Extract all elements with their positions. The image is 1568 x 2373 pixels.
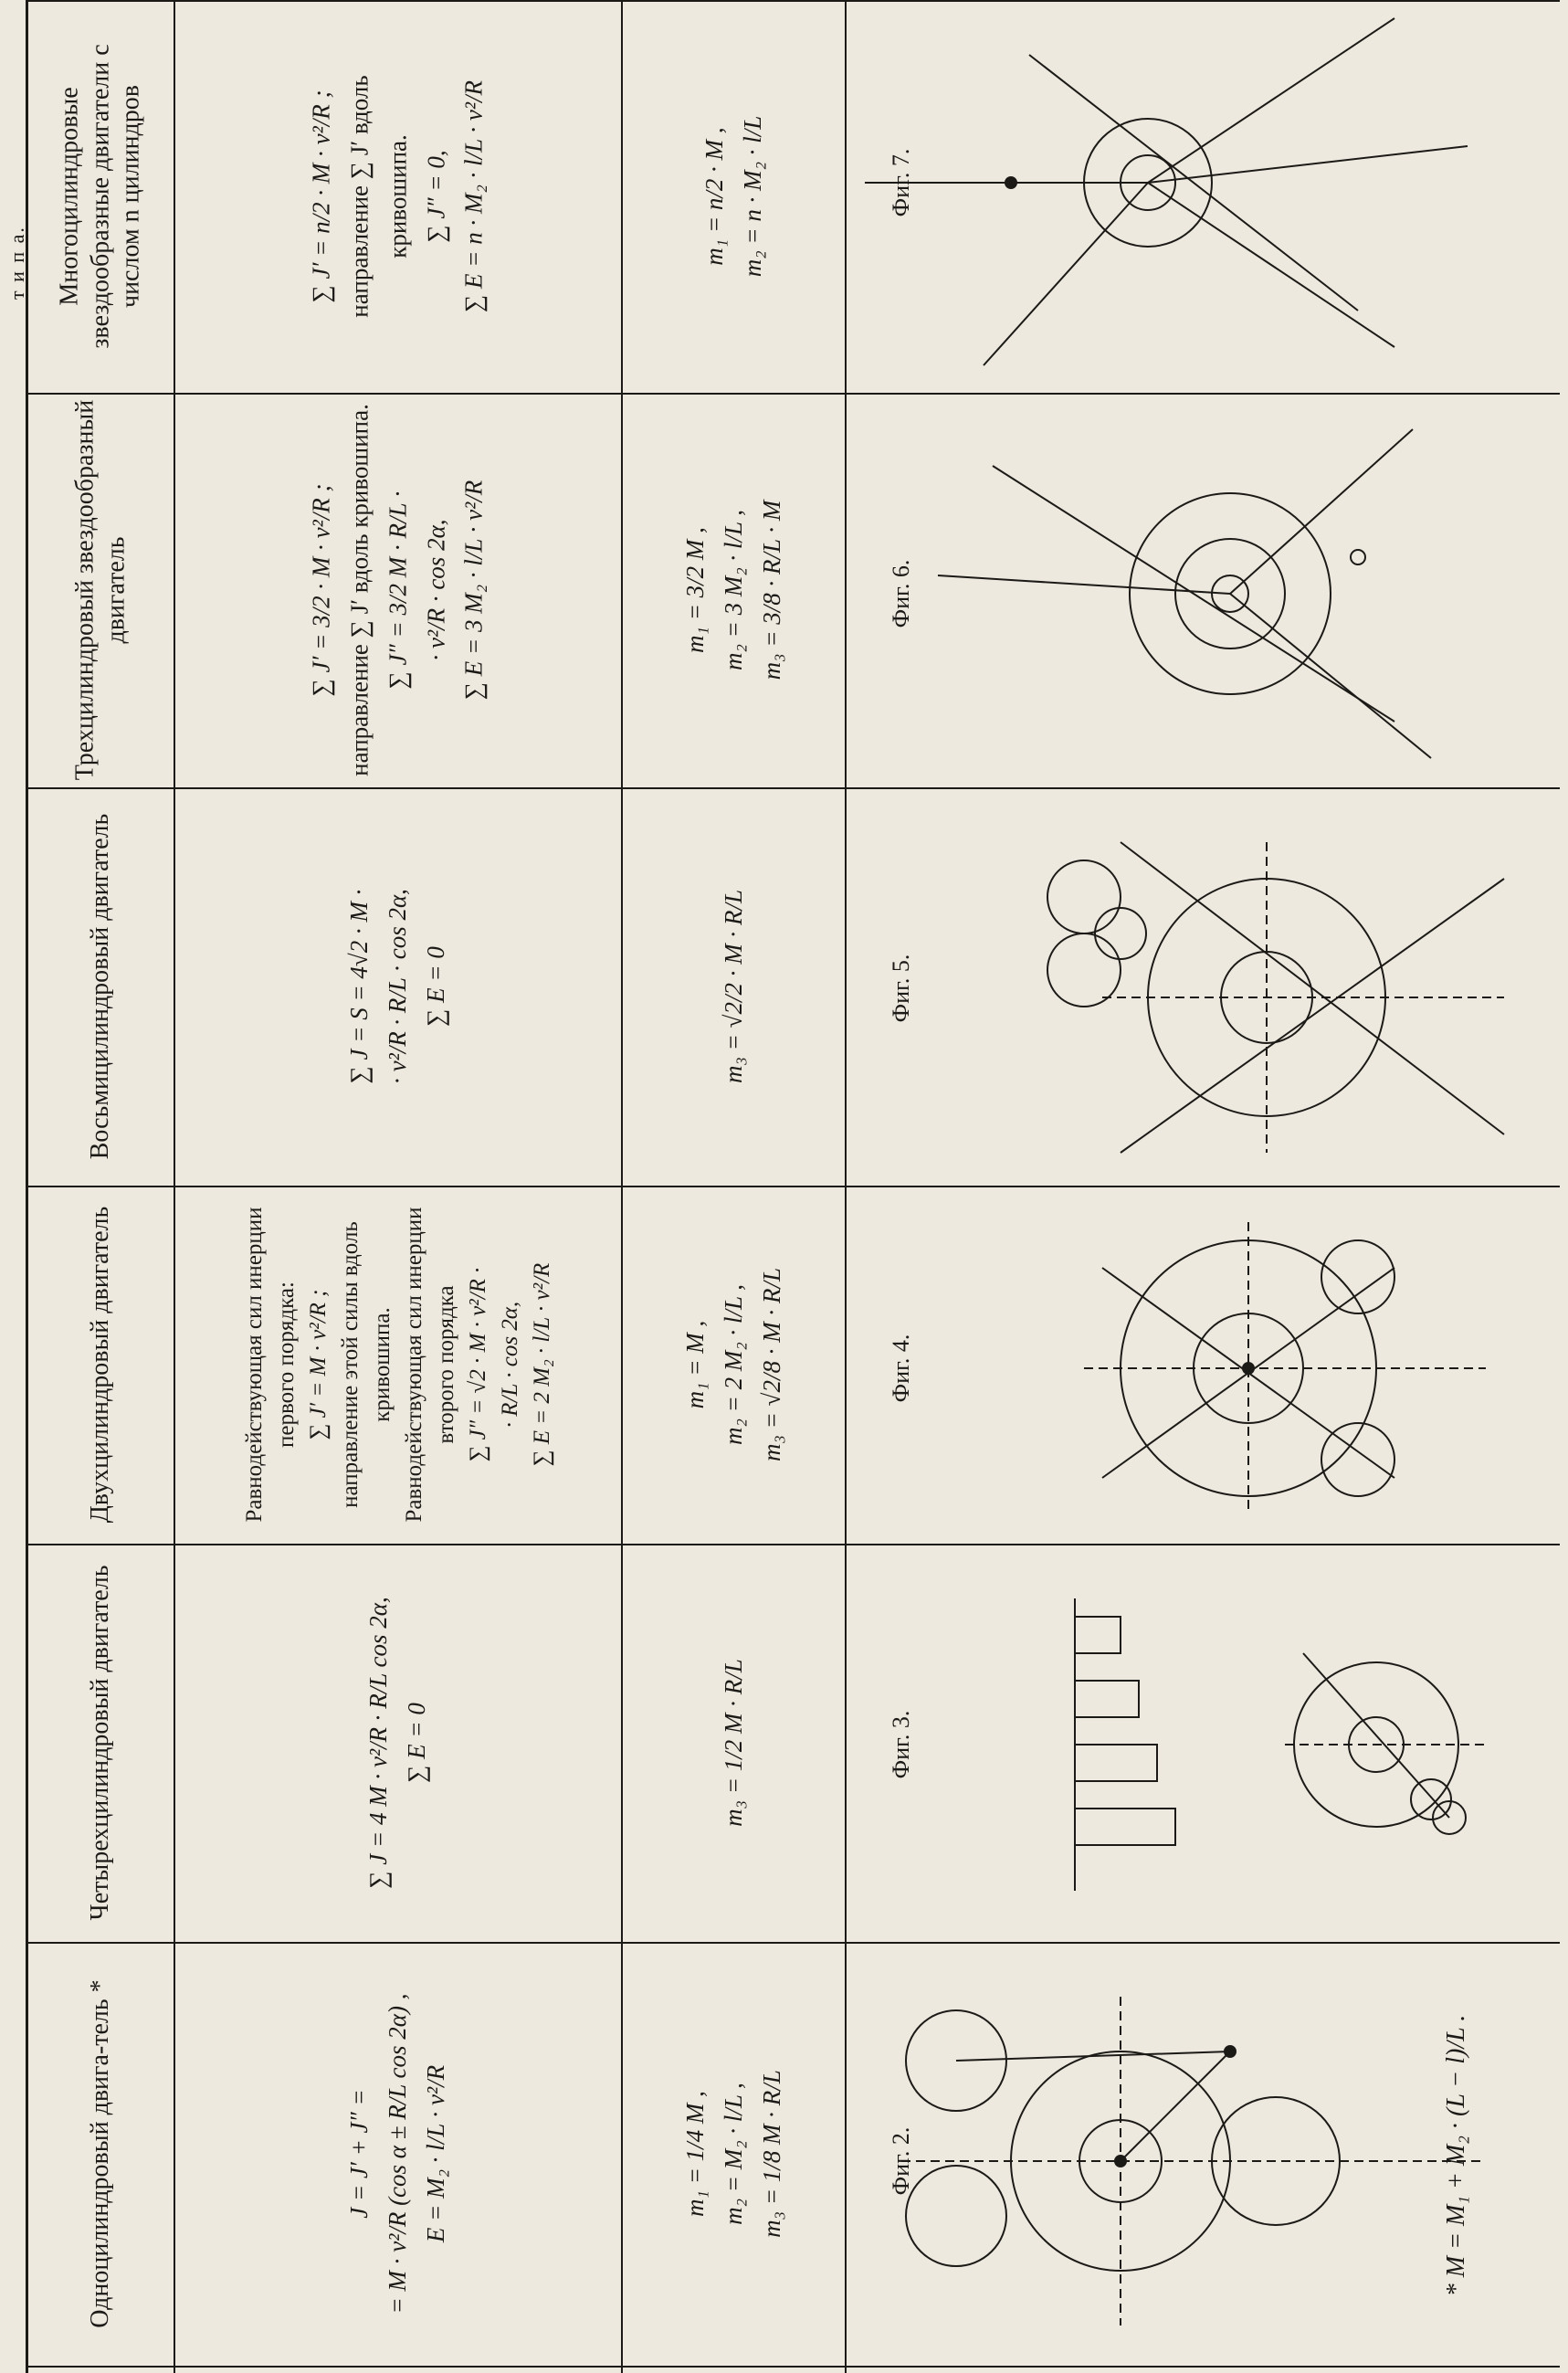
header-text: Многоцилиндровые звездообразные двигатели с числом n цилиндров bbox=[55, 44, 145, 349]
formula-line: направление ∑ J′ вдоль кривошипа. bbox=[345, 404, 374, 776]
mass-line: m₂ = n · M₂ · l/L bbox=[738, 115, 766, 278]
formula-line: Равнодействующая сил инерции второго порядка bbox=[402, 1207, 458, 1523]
margin-word-text: т и п а. bbox=[5, 226, 28, 300]
figure-cell-2 bbox=[847, 1544, 1560, 1942]
four-cylinder-diagram bbox=[847, 1544, 1560, 1942]
formula-line: · v²/R · cos 2α, bbox=[421, 519, 449, 661]
formula-line: · v²/R · R/L · cos 2α, bbox=[384, 889, 412, 1084]
mass-line: m₃ = 3/8 · R/L · M bbox=[757, 500, 785, 680]
formula-block bbox=[238, 1189, 558, 1541]
figure-caption: Фиг. 3. bbox=[888, 1710, 914, 1779]
formula-line: ∑ J″ = √2 · M · v²/R · bbox=[466, 1267, 490, 1462]
formula-line: Равнодействующая сил инерции первого порядка: bbox=[242, 1207, 299, 1523]
formula-line: ∑ E = 0 bbox=[421, 946, 449, 1027]
formula-line: ∑ E = 0 bbox=[403, 1703, 430, 1783]
formula-line: ∑ J″ = 0, bbox=[421, 150, 449, 243]
masses-block bbox=[677, 398, 792, 782]
figure-caption: Фиг. 7. bbox=[888, 148, 914, 217]
formula-cell-4 bbox=[175, 787, 621, 1186]
formula-line: J = J′ + J″ = bbox=[345, 2089, 374, 2219]
two-cylinder-diagram bbox=[847, 1186, 1560, 1544]
mass-line: m₁ = 1/4 M , bbox=[680, 2091, 709, 2217]
formula-cell-3 bbox=[175, 1186, 621, 1544]
masses-block bbox=[677, 1191, 792, 1538]
masses-cell-6 bbox=[623, 0, 845, 393]
header-cell-5 bbox=[27, 393, 174, 787]
formula-block bbox=[341, 795, 456, 1178]
mass-line: m₃ = 1/8 M · R/L bbox=[757, 2070, 785, 2238]
figure-cell-6 bbox=[847, 0, 1560, 393]
formula-line: ∑ J = S = 4√2 · M · bbox=[345, 889, 374, 1084]
header-text: Двухцилиндровый двигатель bbox=[86, 1206, 115, 1524]
mass-line: m₁ = 3/2 M , bbox=[680, 527, 709, 653]
margin-label bbox=[4, 137, 26, 320]
mass-line: m₂ = 3 M₂ · l/L , bbox=[719, 510, 747, 671]
three-cylinder-radial-diagram bbox=[847, 393, 1560, 787]
eight-cylinder-diagram bbox=[847, 787, 1560, 1186]
masses-block bbox=[677, 1953, 792, 2355]
figure-caption: Фиг. 6. bbox=[888, 559, 914, 628]
formula-block bbox=[360, 1551, 437, 1935]
header-cell-2 bbox=[27, 1544, 174, 1942]
header-cell-1 bbox=[27, 1942, 174, 2366]
mass-line: m₁ = M , bbox=[680, 1320, 709, 1409]
masses-cell-5 bbox=[623, 393, 845, 787]
formula-line: · R/L · cos 2α, bbox=[498, 1301, 522, 1429]
multi-cylinder-radial-diagram bbox=[847, 0, 1560, 393]
header-text: Трехцилиндровый звездообразный двигатель bbox=[70, 399, 130, 781]
formula-line: ∑ J″ = 3/2 M · R/L · bbox=[384, 490, 412, 690]
formula-line: = M · v²/R (cos α ± R/L cos 2α) , bbox=[384, 1993, 412, 2315]
table-border-bottom bbox=[26, 2366, 1560, 2368]
masses-cell-2 bbox=[623, 1544, 845, 1942]
formula-line: ∑ J′ = n/2 · M · v²/R ; bbox=[307, 90, 335, 303]
masses-block bbox=[715, 1551, 753, 1935]
header-text: Одноцилиндровый двига-тель * bbox=[86, 1979, 115, 2328]
mass-line: m₃ = √2/2 · M · R/L bbox=[719, 890, 747, 1083]
footnote: * M = M₁ + M₂ · (L − l)/L . bbox=[1442, 2014, 1470, 2297]
mass-line: m₃ = √2/8 · M · R/L bbox=[757, 1268, 785, 1461]
header-cell-6 bbox=[27, 0, 174, 393]
formula-line: ∑ E = n · M₂ · l/L · v²/R bbox=[459, 80, 488, 312]
mass-line: m₁ = n/2 · M , bbox=[700, 127, 728, 266]
masses-cell-3 bbox=[623, 1186, 845, 1544]
formula-line: направление этой силы вдоль кривошипа. bbox=[338, 1221, 395, 1508]
formula-block bbox=[341, 1948, 456, 2359]
masses-cell-4 bbox=[623, 787, 845, 1186]
header-cell-4 bbox=[27, 787, 174, 1186]
mass-line: m₂ = 2 M₂ · l/L , bbox=[719, 1284, 747, 1446]
formula-block bbox=[302, 14, 493, 379]
formula-cell-6 bbox=[175, 0, 621, 393]
formula-line: ∑ E = 3 M₂ · l/L · v²/R bbox=[459, 480, 488, 701]
figure-cell-3 bbox=[847, 1186, 1560, 1544]
header-cell-3 bbox=[27, 1186, 174, 1544]
footnote-cell bbox=[1361, 1946, 1552, 2366]
formula-line: ∑ J′ = M · v²/R ; bbox=[306, 1289, 331, 1440]
figure-caption: Фиг. 2. bbox=[888, 2126, 914, 2196]
figure-cell-4 bbox=[847, 787, 1560, 1186]
formula-cell-2 bbox=[175, 1544, 621, 1942]
mass-line: m₂ = M₂ · l/L , bbox=[719, 2083, 747, 2225]
figure-caption: Фиг. 4. bbox=[888, 1334, 914, 1403]
masses-block bbox=[696, 14, 773, 379]
figure-caption: Фиг. 5. bbox=[888, 954, 914, 1023]
formula-cell-1 bbox=[175, 1942, 621, 2366]
formula-cell-5 bbox=[175, 393, 621, 787]
mass-line: m₃ = 1/2 M · R/L bbox=[719, 1659, 747, 1827]
header-text: Восьмицилиндровый двигатель bbox=[86, 813, 115, 1160]
formula-line: ∑ J′ = 3/2 · M · v²/R ; bbox=[307, 483, 335, 697]
masses-cell-1 bbox=[623, 1942, 845, 2366]
header-text: Четырехцилиндровый двигатель bbox=[86, 1565, 115, 1921]
formula-line: направление ∑ J′ вдоль кривошипа. bbox=[345, 75, 412, 318]
figure-cell-5 bbox=[847, 393, 1560, 787]
formula-block bbox=[302, 398, 493, 782]
formula-line: ∑ E = 2 M₂ · l/L · v²/R bbox=[530, 1262, 554, 1467]
formula-line: ∑ J = 4 M · v²/R · R/L cos 2α, bbox=[364, 1597, 393, 1889]
formula-line: E = M₂ · l/L · v²/R bbox=[421, 2064, 449, 2243]
masses-block bbox=[715, 795, 753, 1178]
